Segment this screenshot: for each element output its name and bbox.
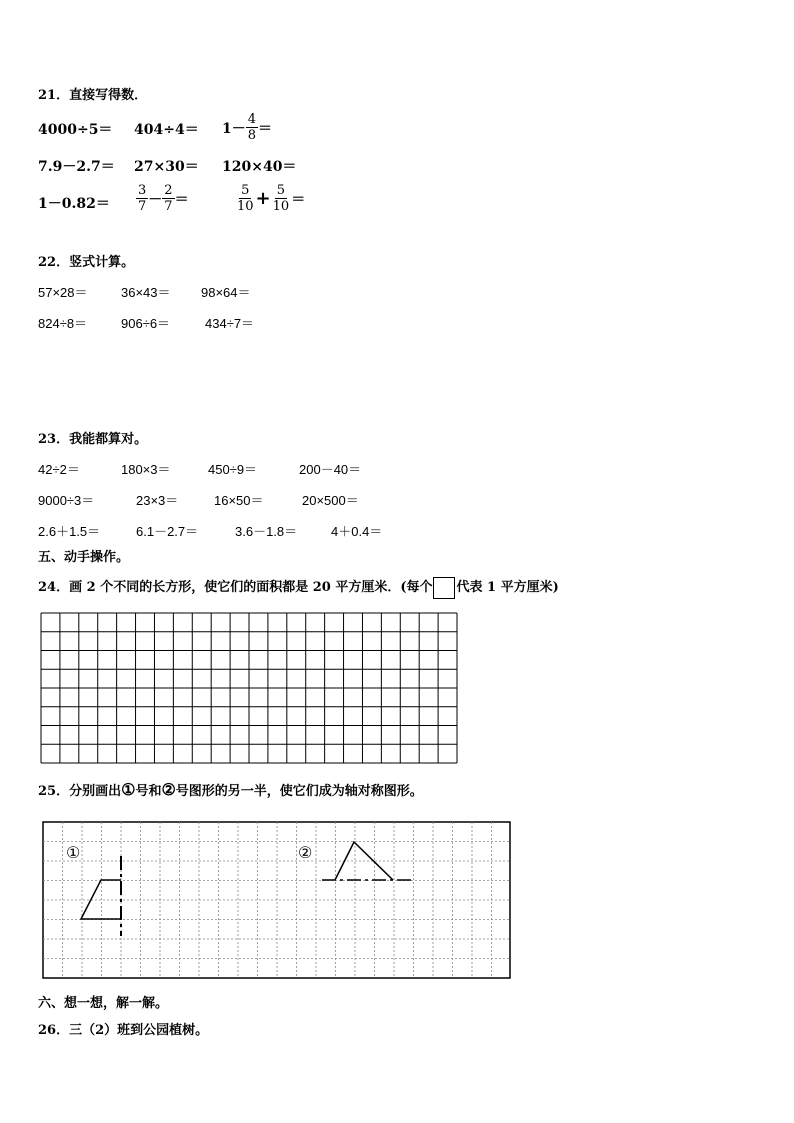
q22-r2-b: 906÷6＝ <box>121 316 171 331</box>
q25-dotted-grid[interactable] <box>43 822 510 978</box>
q23-r3-a: 2.6＋1.5＝ <box>38 524 101 539</box>
q23-r1-b: 180×3＝ <box>121 462 171 477</box>
q23-r1-c: 450÷9＝ <box>208 462 258 477</box>
q21-r2-a: 7.9－2.7＝ <box>38 159 115 175</box>
q24-title: 24．画 2 个不同的长方形，使它们的面积都是 20 平方厘米．(每个 代表 1 平方厘米) <box>38 576 559 599</box>
q21-r1-b: 404÷4＝ <box>134 122 199 138</box>
figure-1-half <box>81 880 121 919</box>
q22-r1-b: 36×43＝ <box>121 285 171 300</box>
q23-r2-b: 23×3＝ <box>136 493 179 508</box>
q22-r1-a: 57×28＝ <box>38 285 88 300</box>
figure-2-label: ② <box>298 843 313 862</box>
section-6-heading: 六、想一想，解一解。 <box>38 996 169 1011</box>
q21-title: 21．直接写得数． <box>38 88 148 103</box>
q21-r1-a: 4000÷5＝ <box>38 122 113 138</box>
q25-title: 25．分别画出①号和②号图形的另一半，使它们成为轴对称图形。 <box>38 780 423 799</box>
q21-r3-b: $\frac{3}{7}$ － $\frac{2}{7}$ ＝ <box>138 183 189 214</box>
q23-r2-d: 20×500＝ <box>302 493 359 508</box>
q23-r3-c: 3.6－1.8＝ <box>235 524 298 539</box>
q23-r2-a: 9000÷3＝ <box>38 493 95 508</box>
q21-r2-c: 120×40＝ <box>222 159 297 175</box>
q23-r3-d: 4＋0.4＝ <box>331 524 383 539</box>
q26-title: 26．三（2）班到公园植树。 <box>38 1023 209 1038</box>
q21-r1-c: 1－ $\frac{4}{8}$ ＝ <box>222 112 273 143</box>
q23-r3-b: 6.1－2.7＝ <box>136 524 199 539</box>
section-5-heading: 五、动手操作。 <box>38 550 130 565</box>
figure-1-label: ① <box>66 843 81 862</box>
q21-r3-a: 1－0.82＝ <box>38 196 110 212</box>
q24-square-grid[interactable] <box>41 613 457 763</box>
q23-title: 23．我能都算对。 <box>38 432 148 447</box>
unit-square-icon <box>433 577 455 599</box>
q22-title: 22．竖式计算。 <box>38 255 135 270</box>
q21-r2-b: 27×30＝ <box>134 159 199 175</box>
q23-r2-c: 16×50＝ <box>214 493 264 508</box>
q22-r1-c: 98×64＝ <box>201 285 251 300</box>
q22-r2-a: 824÷8＝ <box>38 316 88 331</box>
q22-r2-c: 434÷7＝ <box>205 316 255 331</box>
q23-r1-d: 200－40＝ <box>299 462 362 477</box>
q23-r1-a: 42÷2＝ <box>38 462 80 477</box>
q21-r3-c: $\frac{5}{10}$ + $\frac{5}{10}$ ＝ <box>237 183 306 214</box>
